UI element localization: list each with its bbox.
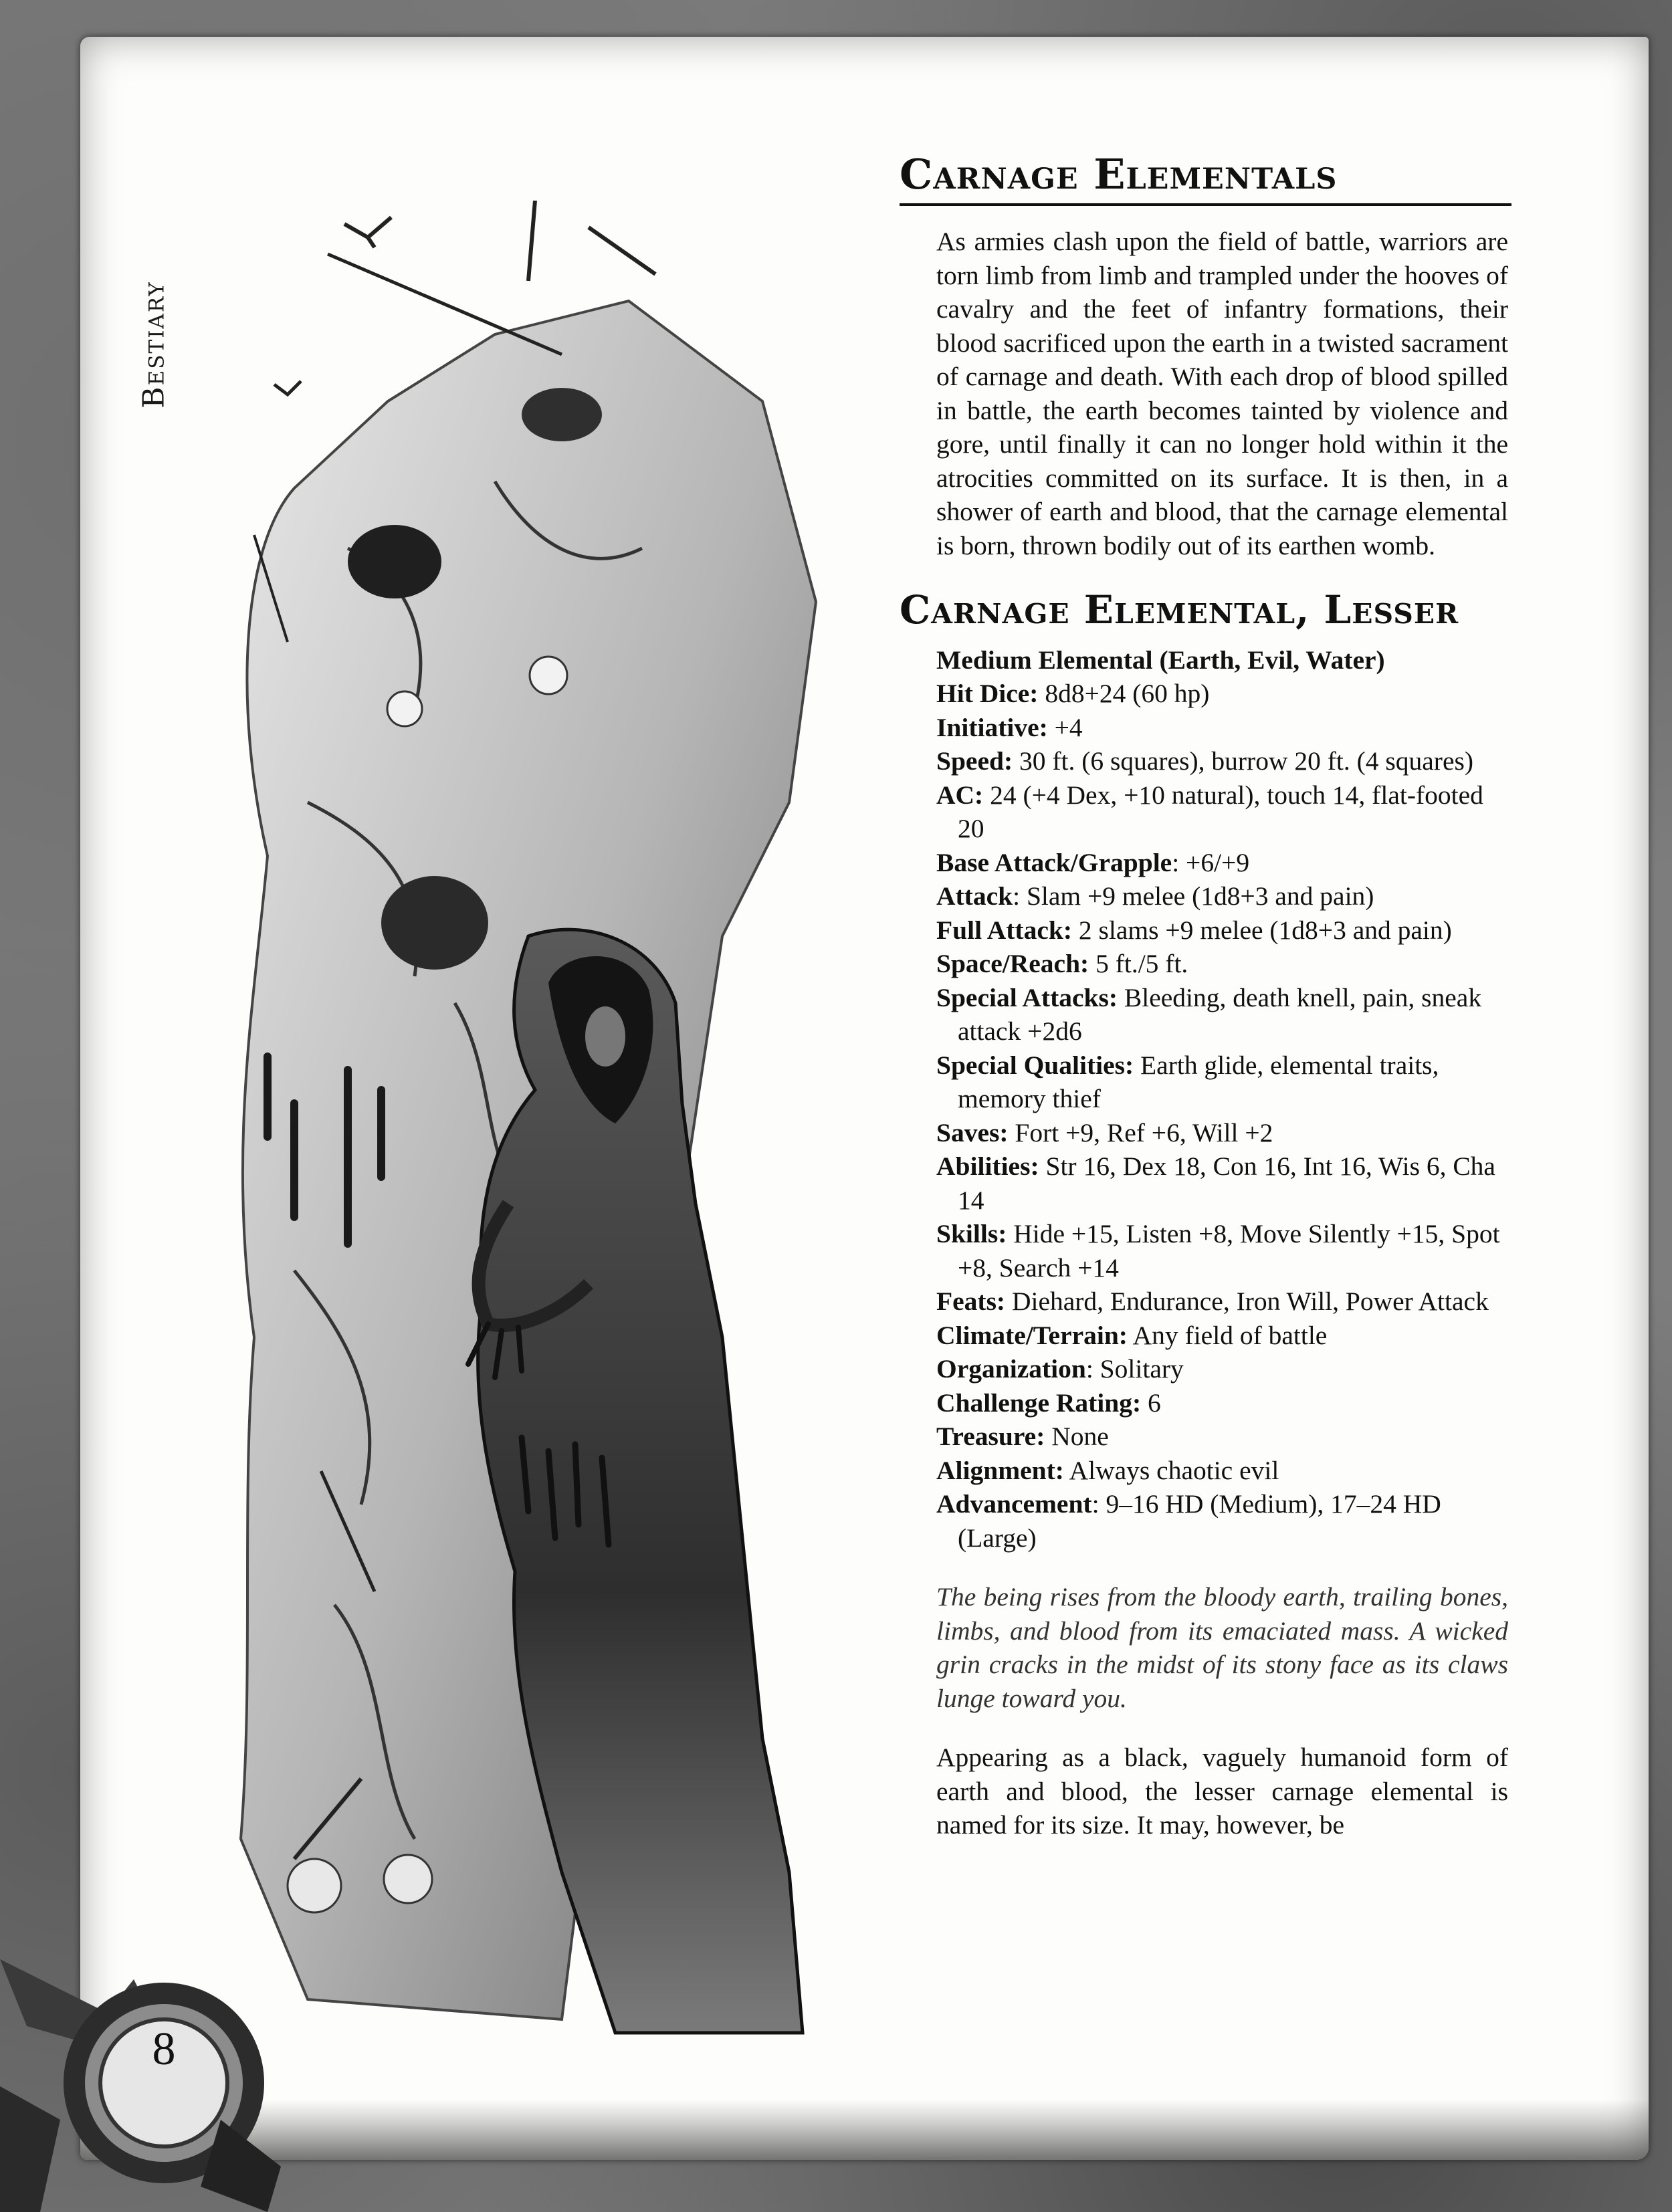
stat-special-qualities bbox=[936, 1048, 1511, 1116]
stat-full-attack bbox=[936, 913, 1511, 948]
stat-value: Hide +15, Listen +8, Move Silently +15, Spot +8, Search +14 bbox=[958, 1219, 1500, 1283]
stat-value: Earth glide, elemental traits, memory thief bbox=[958, 1050, 1439, 1114]
stat-value: 2 slams +9 melee (1d8+3 and pain) bbox=[1078, 915, 1452, 945]
page-number: 8 bbox=[152, 2023, 176, 2075]
stat-treasure bbox=[936, 1420, 1511, 1454]
stat-label: Challenge Rating: bbox=[936, 1388, 1142, 1418]
stat-value: Always chaotic evil bbox=[1069, 1455, 1279, 1485]
stat-value: 30 ft. (6 squares), burrow 20 ft. (4 squares) bbox=[1019, 746, 1474, 776]
stat-type: Medium Elemental (Earth, Evil, Water) bbox=[936, 645, 1385, 675]
stat-label: Feats: bbox=[936, 1287, 1006, 1317]
stat-skills bbox=[936, 1217, 1511, 1285]
stat-value: Str 16, Dex 18, Con 16, Int 16, Wis 6, Cha 14 bbox=[958, 1151, 1495, 1215]
stat-label: Advancement bbox=[936, 1489, 1092, 1519]
stat-label: Abilities: bbox=[936, 1151, 1039, 1182]
stat-value: 8d8+24 (60 hp) bbox=[1045, 679, 1210, 709]
stat-value: +4 bbox=[1054, 712, 1083, 742]
stat-space-reach bbox=[936, 947, 1511, 981]
stat-label: Saves: bbox=[936, 1117, 1009, 1147]
stat-label: AC: bbox=[936, 780, 984, 810]
stat-value: : 9–16 HD (Medium), 17–24 HD (Large) bbox=[958, 1489, 1441, 1553]
stat-value: 24 (+4 Dex, +10 natural), touch 14, flat-footed 20 bbox=[958, 780, 1483, 844]
stat-attack bbox=[936, 879, 1511, 913]
stat-initiative bbox=[936, 711, 1511, 745]
text-column bbox=[900, 150, 1511, 1842]
stat-base-attack bbox=[936, 846, 1511, 880]
section-heading: Carnage Elemental, Lesser bbox=[900, 587, 1459, 633]
stat-value: Fort +9, Ref +6, Will +2 bbox=[1015, 1117, 1273, 1147]
stat-label: Organization bbox=[936, 1354, 1086, 1384]
stat-saves bbox=[936, 1116, 1511, 1150]
stat-label: Initiative: bbox=[936, 712, 1048, 742]
stat-value: 6 bbox=[1148, 1388, 1161, 1418]
stat-value: Diehard, Endurance, Iron Will, Power Attack bbox=[1011, 1287, 1489, 1317]
stat-feats bbox=[936, 1285, 1511, 1319]
carnage-elemental-illustration bbox=[214, 201, 859, 2036]
stat-label: Climate/Terrain: bbox=[936, 1320, 1128, 1350]
intro-paragraph: As armies clash upon the field of battle, warriors are torn limb from limb and trampled under the hooves of cavalry and the feet of infantry formations, their blood sacrificed upon the earth in a twisted sacrament of carnage and death. With each drop of blood spilled in battle, the earth becomes tainted by violence and gore, until finally it can no longer hold within it the atrocities committed on its surface. It is then, in a shower of earth and blood, that the carnage elemental is born, thrown bodily out of its earthen womb. bbox=[936, 227, 1508, 560]
stat-block bbox=[936, 643, 1511, 1555]
stat-organization bbox=[936, 1352, 1511, 1386]
running-head bbox=[124, 264, 184, 425]
stat-value: : +6/+9 bbox=[1172, 847, 1250, 877]
stat-value: None bbox=[1051, 1422, 1109, 1452]
flavor-text: The being rises from the bloody earth, trailing bones, limbs, and blood from its emaciated mass. A wicked grin cracks in the midst of its stony face as its claws lunge toward you. bbox=[936, 1582, 1508, 1713]
stat-value: : Solitary bbox=[1085, 1354, 1184, 1384]
stat-ac bbox=[936, 778, 1511, 846]
stat-label: Skills: bbox=[936, 1219, 1007, 1249]
stat-advancement bbox=[936, 1487, 1511, 1555]
running-head-label: Bestiary bbox=[136, 280, 171, 409]
body-paragraph: Appearing as a black, vaguely humanoid form of earth and blood, the lesser carnage elemental is named for its size. It may, however, be bbox=[936, 1743, 1508, 1840]
stat-speed bbox=[936, 744, 1511, 778]
stat-label: Full Attack: bbox=[936, 915, 1072, 945]
stat-label: Special Attacks: bbox=[936, 982, 1118, 1012]
stat-label: Speed: bbox=[936, 746, 1013, 776]
stat-challenge-rating bbox=[936, 1386, 1511, 1420]
page-title: Carnage Elementals bbox=[900, 150, 1511, 206]
stat-special-attacks bbox=[936, 981, 1511, 1048]
stat-label: Attack bbox=[936, 881, 1013, 911]
stat-value: Bleeding, death knell, pain, sneak attack +2d6 bbox=[958, 982, 1482, 1046]
stat-value: Any field of battle bbox=[1132, 1320, 1328, 1350]
stat-label: Hit Dice: bbox=[936, 679, 1039, 709]
stat-climate-terrain bbox=[936, 1319, 1511, 1353]
stat-abilities bbox=[936, 1149, 1511, 1217]
stat-label: Space/Reach: bbox=[936, 949, 1089, 979]
stat-value: : Slam +9 melee (1d8+3 and pain) bbox=[1013, 881, 1374, 911]
stat-label: Treasure: bbox=[936, 1422, 1045, 1452]
stat-alignment bbox=[936, 1454, 1511, 1488]
stat-label: Base Attack/Grapple bbox=[936, 847, 1172, 877]
stat-value: 5 ft./5 ft. bbox=[1095, 949, 1188, 979]
stat-label: Alignment: bbox=[936, 1455, 1064, 1485]
stat-hit-dice bbox=[936, 677, 1511, 711]
stat-label: Special Qualities: bbox=[936, 1050, 1134, 1080]
